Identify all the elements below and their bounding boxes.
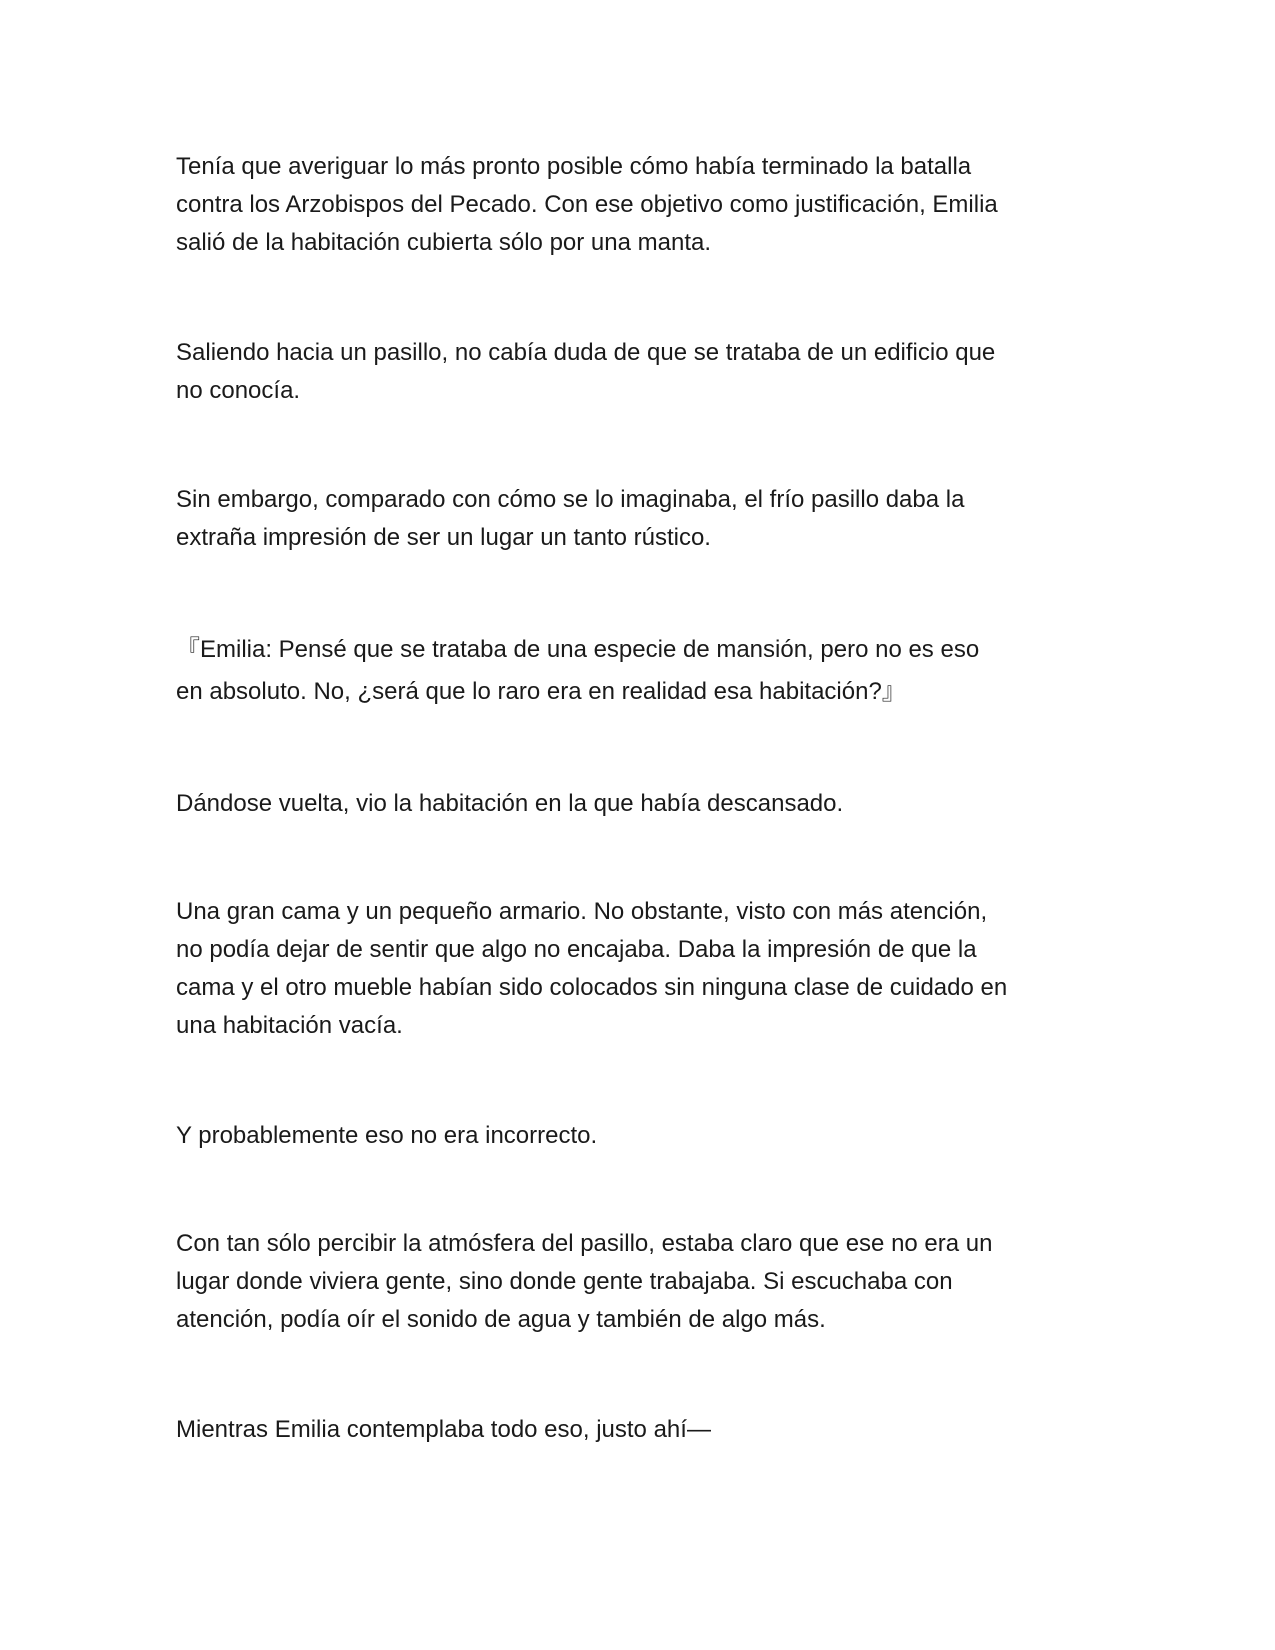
- paragraph-line: Mientras Emilia contemplaba todo eso, justo ahí—: [176, 1416, 711, 1443]
- paragraph-1: [176, 148, 998, 262]
- paragraph-8: [176, 1225, 992, 1339]
- paragraph-line: Dándose vuelta, vio la habitación en la que había descansado.: [176, 790, 844, 817]
- paragraph-line: 『Emilia: Pensé que se trataba de una especie de mansión, pero no es eso: [176, 636, 980, 663]
- paragraph-7: [176, 1117, 597, 1155]
- paragraph-3: [176, 481, 964, 557]
- paragraph-line: cama y el otro mueble habían sido colocados sin ninguna clase de cuidado en: [176, 974, 1008, 1001]
- paragraph-line: Una gran cama y un pequeño armario. No obstante, visto con más atención,: [176, 898, 988, 925]
- paragraph-line: contra los Arzobispos del Pecado. Con ese objetivo como justificación, Emilia: [176, 191, 998, 218]
- paragraph-line: no podía dejar de sentir que algo no encajaba. Daba la impresión de que la: [176, 936, 977, 963]
- paragraph-line: salió de la habitación cubierta sólo por una manta.: [176, 229, 712, 256]
- paragraph-line: atención, podía oír el sonido de agua y también de algo más.: [176, 1306, 826, 1333]
- paragraph-line: Tenía que averiguar lo más pronto posible cómo había terminado la batalla: [176, 153, 972, 180]
- paragraph-line: lugar donde viviera gente, sino donde gente trabajaba. Si escuchaba con: [176, 1268, 953, 1295]
- paragraph-line: Sin embargo, comparado con cómo se lo imaginaba, el frío pasillo daba la: [176, 486, 965, 513]
- paragraph-line: Y probablemente eso no era incorrecto.: [176, 1122, 598, 1149]
- paragraph-9: [176, 1411, 711, 1449]
- paragraph-6: [176, 893, 1007, 1045]
- paragraph-4-dialogue: [176, 631, 979, 715]
- paragraph-line: Con tan sólo percibir la atmósfera del pasillo, estaba claro que ese no era un: [176, 1230, 993, 1257]
- paragraph-line: Saliendo hacia un pasillo, no cabía duda de que se trataba de un edificio que: [176, 339, 996, 366]
- paragraph-5: [176, 785, 843, 823]
- paragraph-line: extraña impresión de ser un lugar un tanto rústico.: [176, 524, 711, 551]
- paragraph-line: en absoluto. No, ¿será que lo raro era en realidad esa habitación?』: [176, 678, 906, 705]
- paragraph-line: una habitación vacía.: [176, 1012, 403, 1039]
- paragraph-line: no conocía.: [176, 377, 301, 404]
- paragraph-2: [176, 334, 995, 410]
